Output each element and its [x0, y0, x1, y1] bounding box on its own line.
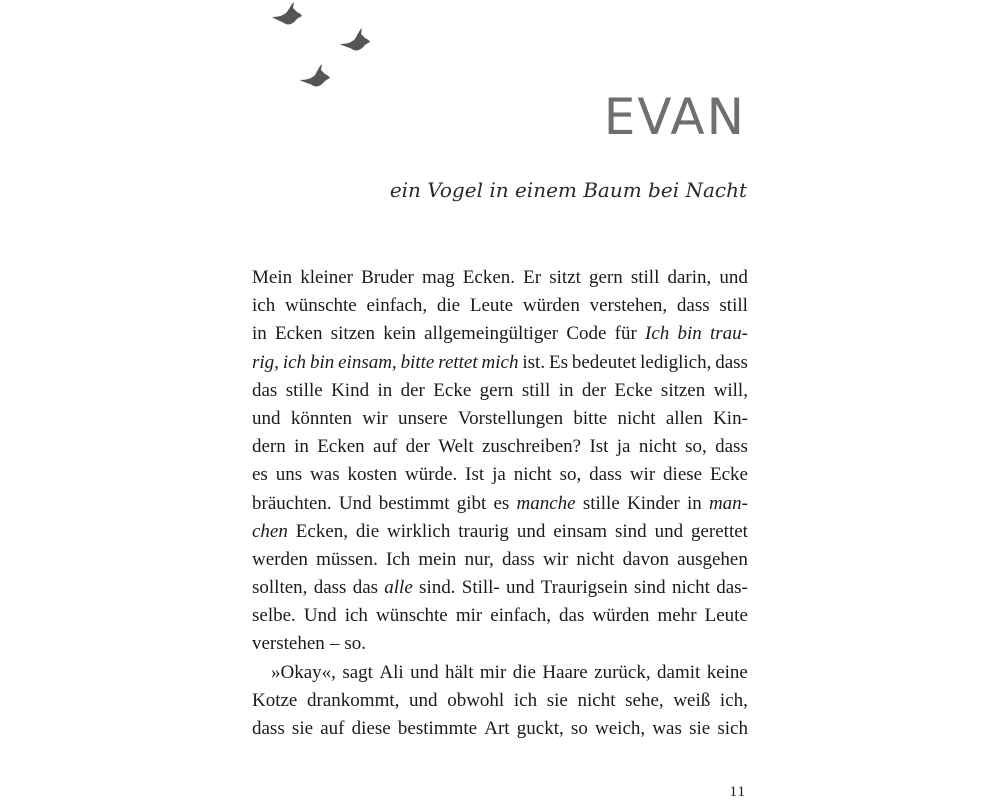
- text-line: Mein kleiner Bruder mag Ecken. Er sitzt gern still darin, und: [252, 267, 748, 288]
- text-line: sollten, dass das alle sind. Still- und Traurigsein sind nicht das-: [252, 577, 748, 599]
- text-line: verstehen – so.: [252, 633, 366, 655]
- text-line: dern in Ecken auf der Welt zuschreiben? Ist ja nicht so, dass: [252, 436, 748, 458]
- bird-icon: [300, 64, 330, 86]
- chapter-subtitle: ein Vogel in einem Baum bei Nacht: [389, 178, 747, 202]
- text-line: »Okay«, sagt Ali und hält mir die Haare zurück, damit keine: [271, 661, 748, 683]
- bird-icon: [340, 28, 370, 50]
- text-line: Kotze drankommt, und obwohl ich sie nicht sehe, weiß ich,: [252, 689, 748, 711]
- text-line: das stille Kind in der Ecke gern still in der Ecke sitzen will,: [252, 379, 748, 401]
- page-number: 11: [729, 784, 746, 800]
- text-line: rig, ich bin einsam, bitte rettet mich ist. Es bedeutet lediglich, dass: [252, 351, 748, 373]
- flying-birds-icon: [262, 0, 382, 95]
- bird-icon: [272, 2, 302, 24]
- text-line: werden müssen. Ich mein nur, dass wir nicht davon ausgehen: [252, 548, 748, 570]
- chapter-title: EVAN: [603, 88, 746, 146]
- text-line: ich wünschte einfach, die Leute würden verstehen, dass still: [252, 295, 748, 317]
- text-line: und könnten wir unsere Vorstellungen bitte nicht allen Kin-: [252, 407, 748, 429]
- text-line: chen Ecken, die wirklich traurig und einsam sind und gerettet: [252, 520, 748, 542]
- text-line: es uns was kosten würde. Ist ja nicht so, dass wir diese Ecke: [252, 464, 748, 486]
- text-line: selbe. Und ich wünschte mir einfach, das würden mehr Leute: [252, 605, 748, 627]
- body-text: [252, 264, 748, 743]
- text-line: in Ecken sitzen kein allgemeingültiger Code für Ich bin trau-: [252, 323, 748, 345]
- text-line: dass sie auf diese bestimmte Art guckt, so weich, was sie sich: [252, 718, 748, 739]
- text-line: bräuchten. Und bestimmt gibt es manche stille Kinder in man-: [252, 492, 748, 514]
